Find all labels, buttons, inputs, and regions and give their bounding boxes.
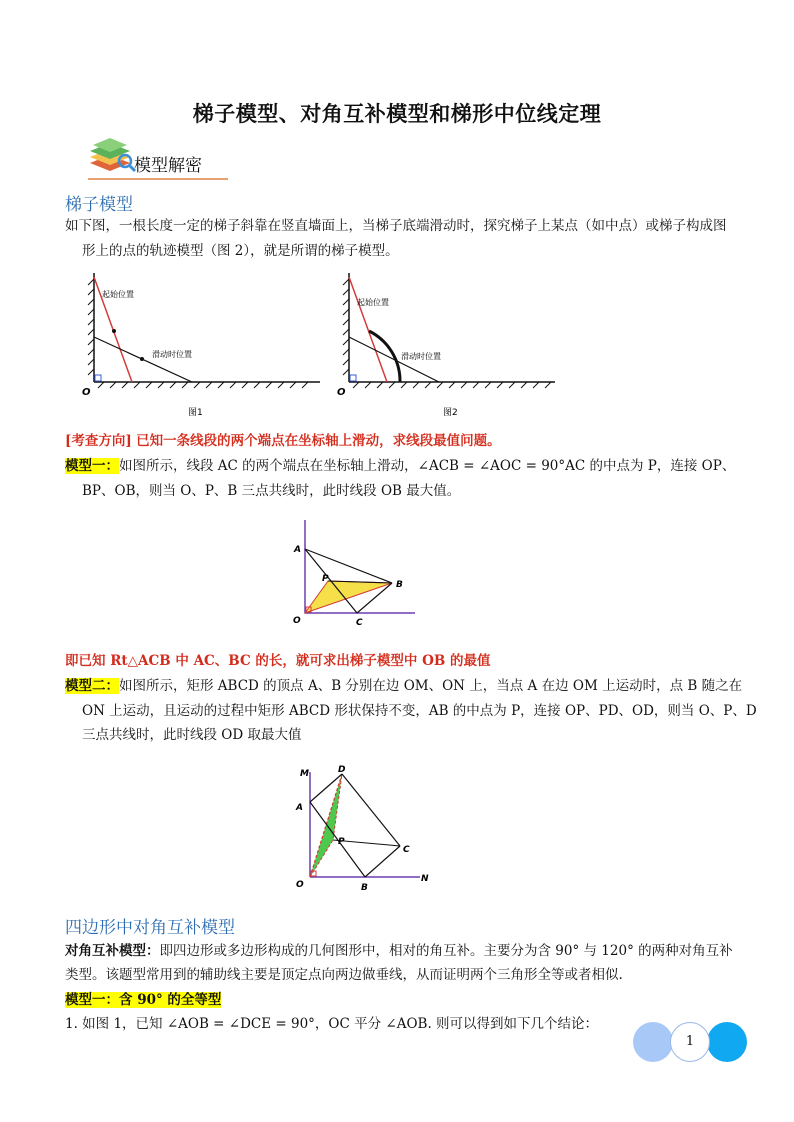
intro-line-2: 形上的点的轨迹模型（图 2），就是所谓的梯子模型。 bbox=[82, 243, 399, 259]
model2-text-1: 如图所示，矩形 ABCD 的顶点 A、B 分别在边 OM、ON 上，当点 A 在边 OM 上运动时，点 B 随之在 bbox=[119, 678, 743, 694]
page-circle-right bbox=[707, 1022, 747, 1062]
fig2-caption: 图2 bbox=[443, 408, 458, 418]
fig2-label-start: 起始位置 bbox=[357, 298, 389, 307]
figure-4 bbox=[290, 762, 440, 897]
model1-text-1: 如图所示，线段 AC 的两个端点在坐标轴上滑动，∠ACB = ∠AOC = 90°AC 的中点为 P，连接 OP、 bbox=[119, 458, 736, 474]
model1-line-1 bbox=[65, 455, 775, 478]
fig4-label-o: O bbox=[296, 880, 304, 890]
page-number: 1 bbox=[670, 1022, 710, 1062]
fig3-label-p: P bbox=[322, 574, 329, 584]
model1-90-line bbox=[65, 989, 465, 1012]
fig3-label-b: B bbox=[396, 580, 403, 590]
fig4-label-d: D bbox=[338, 765, 346, 775]
definition-tag: 对角互补模型： bbox=[65, 943, 160, 959]
exam-tag: [考查方向] bbox=[65, 433, 132, 449]
definition-text-1: 即四边形或多边形构成的几何图形中，相对的角互补。主要分为含 90° 与 120° 的两种对角互补 bbox=[159, 943, 733, 959]
page-title: 梯子模型、对角互补模型和梯形中位线定理 bbox=[192, 102, 602, 126]
model1-tag: 模型一： bbox=[65, 458, 119, 474]
model1-90-tag: 模型一：含 90° 的全等型 bbox=[65, 992, 222, 1008]
fig4-label-m: M bbox=[300, 769, 309, 779]
figure-1 bbox=[80, 265, 325, 425]
model2-line-2: ON 上运动，且运动的过程中矩形 ABCD 形状保持不变，AB 的中点为 P，连接 OP、PD、OD，则当 O、P、D bbox=[82, 703, 757, 719]
page-circle-left bbox=[633, 1022, 673, 1062]
model1-line-2: BP、OB，则当 O、P、B 三点共线时，此时线段 OB 最大值。 bbox=[82, 483, 461, 499]
fig4-label-b: B bbox=[361, 883, 368, 893]
fig1-caption: 图1 bbox=[188, 408, 203, 418]
model2-line-3: 三点共线时，此时线段 OD 取最大值 bbox=[82, 727, 302, 743]
fig4-label-n: N bbox=[421, 874, 429, 884]
section-heading-ladder: 梯子模型 bbox=[65, 195, 133, 215]
model2-line-1 bbox=[65, 675, 775, 698]
fig3-label-o: O bbox=[293, 616, 301, 626]
definition-line-2: 类型。该题型常用到的辅助线主要是顶定点向两边做垂线，从而证明两个三角形全等或者相似. bbox=[65, 967, 623, 983]
fig4-label-c: C bbox=[403, 845, 410, 855]
fig4-label-p: P bbox=[338, 837, 345, 847]
banner-underline bbox=[88, 178, 228, 180]
fig2-origin: O bbox=[337, 387, 346, 398]
section-heading-complementary: 四边形中对角互补模型 bbox=[65, 918, 235, 938]
item-1: 1. 如图 1，已知 ∠AOB = ∠DCE = 90°，OC 平分 ∠AOB. 则可以得到如下几个结论： bbox=[65, 1016, 599, 1032]
fig1-label-slide: 滑动时位置 bbox=[152, 350, 192, 359]
figure-3 bbox=[290, 515, 420, 630]
fig2-label-slide: 滑动时位置 bbox=[401, 352, 441, 361]
fig3-label-a: A bbox=[294, 545, 301, 555]
fig3-label-c: C bbox=[356, 618, 363, 628]
fig1-label-start: 起始位置 bbox=[102, 290, 134, 299]
banner-label: 模型解密 bbox=[134, 156, 202, 176]
intro-line-1: 如下图，一根长度一定的梯子斜靠在竖直墙面上，当梯子底端滑动时，探究梯子上某点（如中点）或梯子构成图 bbox=[65, 218, 727, 234]
figure-2 bbox=[335, 265, 560, 425]
exam-text: 已知一条线段的两个端点在坐标轴上滑动，求线段最值问题。 bbox=[136, 433, 501, 449]
fig4-label-a: A bbox=[296, 803, 303, 813]
exam-direction bbox=[65, 430, 765, 453]
fig1-origin: O bbox=[82, 387, 91, 398]
model2-tag: 模型二： bbox=[65, 678, 119, 694]
definition-line-1 bbox=[65, 940, 775, 963]
conclusion-text: 即已知 Rt△ACB 中 AC、BC 的长，就可求出梯子模型中 OB 的最值 bbox=[65, 653, 491, 669]
